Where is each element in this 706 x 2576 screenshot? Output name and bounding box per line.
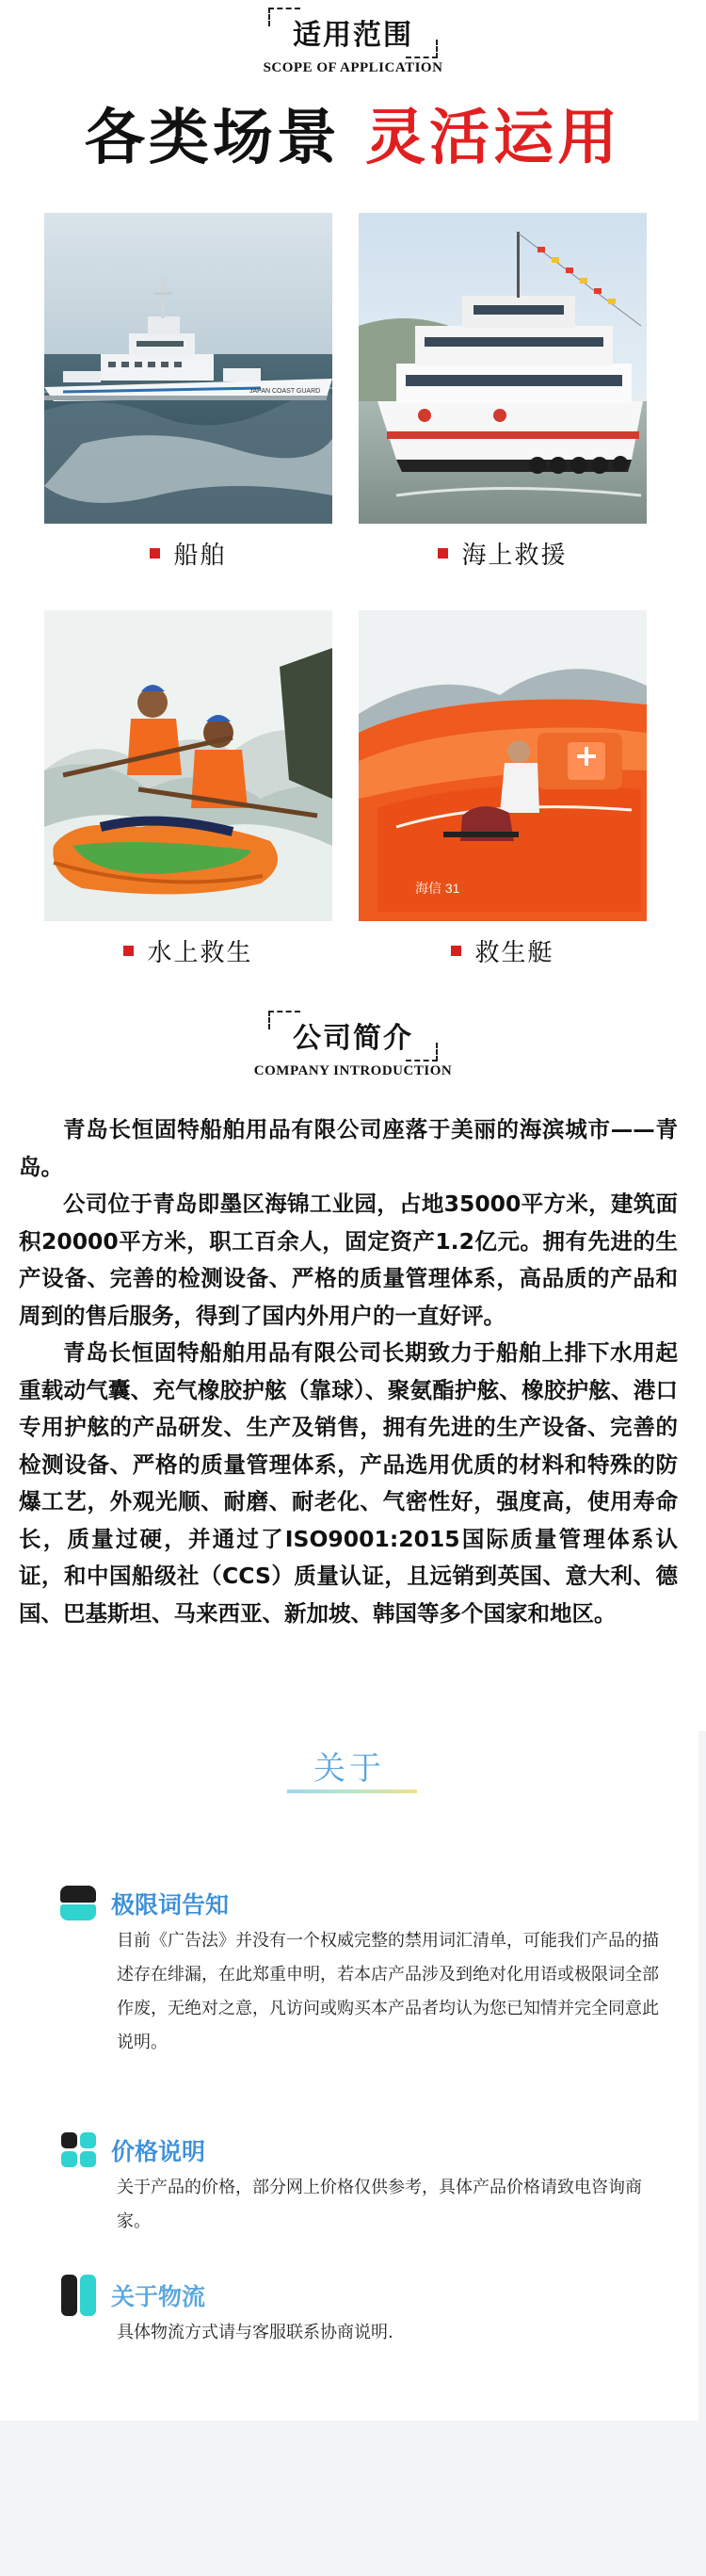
four-squares-icon [58,2130,100,2171]
company-title-box [268,1011,438,1061]
intro-paragraph-2: 公司位于青岛即墨区海锦工业园，占地35000平方米，建筑面积20000平方米，职工百余人，固定资产1.2亿元。拥有先进的生产设备、完善的检测设备、严格的质量管理体系，高品质的产品和周到的售后服务，得到了国内外用户的一直好评。 [19,1191,678,1329]
svg-text:JAPAN COAST GUARD: JAPAN COAST GUARD [249,388,321,395]
lifeboat-photo [359,610,647,921]
about-item-price [58,2130,661,2239]
about-item-head [58,2130,661,2171]
intro-paragraph-1: 青岛长恒固特船舶用品有限公司座落于美丽的海滨城市——青岛。 [19,1116,678,1180]
scope-title-box [268,8,438,58]
scene-caption-sea-rescue [359,537,647,569]
two-pills-icon [58,2275,100,2316]
red-square-bullet-icon [150,548,160,559]
about-item-ad-law [58,1883,661,2060]
company-intro [19,1111,678,1632]
scene-caption-ship [44,537,332,569]
dashed-corner-top-left [268,1011,300,1029]
ship-photo [44,213,332,524]
about-item-text: 关于产品的价格，部分网上价格仅供参考，具体产品价格请致电咨询商家。 [117,2178,642,2231]
about-item-head [58,2275,661,2316]
red-square-bullet-icon [438,548,448,559]
scene-label: 船舶 [173,541,227,570]
stacked-bars-icon [58,1883,100,1924]
dashed-corner-bottom-right [406,40,438,58]
scene-card-ship [44,213,332,569]
scene-card-water-lifesaving [44,610,332,966]
about-title-underline [287,1790,417,1793]
scene-caption-water-lifesaving [44,934,332,966]
scene-label: 水上救生 [147,938,253,967]
about-item-logistics [58,2275,661,2350]
dashed-corner-bottom-right [406,1043,438,1061]
about-item-text: 目前《广告法》并没有一个权威完整的禁用词汇清单，可能我们产品的描述存在绯漏，在此郑重申明，若本店产品涉及到绝对化用语或极限词全部作废，无绝对之意，凡访问或购买本产品者均认为您已知情并完全同意此说明。 [117,1931,659,2052]
scene-card-sea-rescue [359,213,647,569]
company-title-zh: 公司简介 [293,1022,413,1055]
headline-black: 各类场景 [84,104,341,173]
headline-red: 灵活运用 [365,104,622,173]
about-item-head [58,1883,661,1924]
red-square-bullet-icon [451,946,461,956]
about-item-text: 具体物流方式请与客服联系协商说明. [117,2323,393,2342]
scope-title-en: SCOPE OF APPLICATION [263,60,443,75]
about-title: 关于 [313,1750,385,1788]
scope-section-title [0,8,706,76]
scene-label: 海上救援 [461,541,568,570]
about-item-heading: 价格说明 [111,2138,206,2165]
scene-label: 救生艇 [474,938,554,967]
scene-card-lifeboat [359,610,647,966]
dashed-corner-top-left [268,8,300,26]
svg-text:海信 31: 海信 31 [415,881,460,896]
scene-caption-lifeboat [359,934,647,966]
company-section-title [0,1011,706,1079]
red-square-bullet-icon [123,946,134,956]
scope-headline [0,89,706,176]
about-item-heading: 极限词告知 [111,1891,230,1919]
intro-paragraph-3: 青岛长恒固特船舶用品有限公司长期致力于船舶上排下水用起重载动气囊、充气橡胶护舷（靠球）、聚氨酯护舷、橡胶护舷、港口专用护舷的产品研发、生产及销售，拥有先进的生产设备、完善的检测设备、严格的质量管理体系，产品选用优质的材料和特殊的防爆工艺，外观光顺、耐磨、耐老化、气密性好，强度高，使用寿命长，质量过硬，并通过了ISO9001:2015国际质量管理体系认证，和中国船级社（CCS）质量认证，且远销到英国、意大利、德国、巴基斯坦、马来西亚、新加坡、韩国等多个国家和地区。 [19,1339,678,1627]
about-card [0,1731,698,2421]
rafting-photo [44,610,332,921]
about-item-heading: 关于物流 [111,2283,206,2310]
sea-rescue-photo [359,213,647,524]
about-panel [0,1731,706,2576]
company-title-en: COMPANY INTRODUCTION [253,1063,453,1078]
scope-title-zh: 适用范围 [293,19,413,52]
